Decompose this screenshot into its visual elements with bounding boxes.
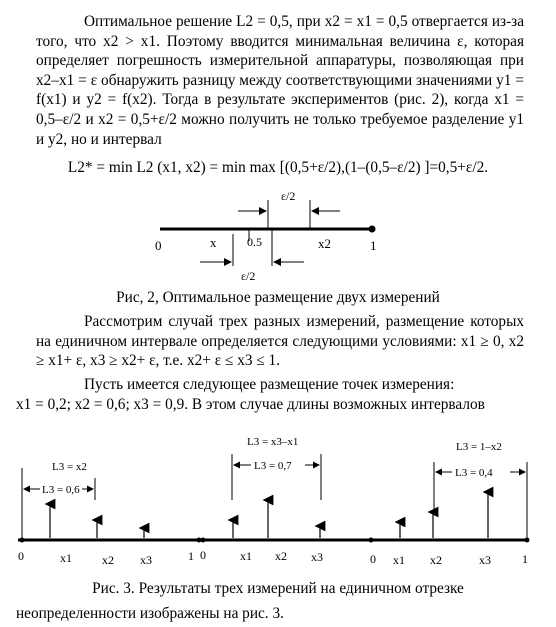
- fig3-p3-start: [369, 538, 374, 543]
- fig2-label-eps-bottom: ε/2: [241, 269, 256, 283]
- figure-3-three-measurements: [0, 432, 556, 580]
- fig2-label-zero: 0: [155, 238, 162, 253]
- fig3-p3-interval: L3 = 0,4: [455, 467, 493, 479]
- fig2-label-eps-top: ε/2: [281, 189, 296, 203]
- fig3-p1-formula: L3 = x2: [52, 461, 87, 473]
- fig3-p2-x3: x3: [311, 550, 323, 564]
- last-line-text: неопределенности изображены на рис. 3.: [16, 605, 284, 622]
- fig2-label-one: 1: [370, 238, 377, 253]
- fig3-p3-x2: x2: [430, 553, 442, 567]
- fig3-p3-x1: x1: [393, 553, 405, 567]
- paragraph-three-measurements-text: Рассмотрим случай трех разных измерений, размещение которых на единичном интервале определяется следующими условиями: x1 ≥ 0, x2 ≥ x1+ ε, x3 ≥ x2+ ε, т.е. x2+ ε ≤ x3 ≤ 1.: [36, 313, 524, 370]
- paragraph-optimal-solution-text: Оптимальное решение L2 = 0,5, при x2 = x1 = 0,5 отвергается из-за того, что x2 > x1. Поэтому вводится минимальная величина ε, которая определяет погрешность измерительной аппаратуры, позволяющая при x2–x1 = ε обнаружить разницу между соответствующими значениями y1 = f(x1) и y2 = f(x2). Тогда в результате экспериментов (рис. 2), когда x1 = 0,5–ε/2 и x2 = 0,5+ε/2 можно получить не только требуемое разделение y1 и y2, но и интервал: [36, 13, 524, 148]
- figure-2-caption: [0, 288, 556, 308]
- fig3-p1-one: 1: [188, 549, 194, 563]
- fig3-p2-zero: 0: [200, 548, 206, 562]
- formula-l2-star: [0, 158, 556, 178]
- fig3-p3-one: 1: [522, 552, 528, 566]
- paragraph-placement-line1-text: Пусть имеется следующее размещение точек измерения:: [84, 376, 455, 393]
- fig2-label-x2: x2: [318, 236, 331, 251]
- fig2-endpoint-right: [369, 226, 376, 233]
- fig3-p2-x2: x2: [275, 549, 287, 563]
- fig3-p1-interval: L3 = 0,6: [42, 484, 80, 496]
- paragraph-optimal-solution: [36, 12, 524, 149]
- fig3-p2-x1: x1: [240, 549, 252, 563]
- paragraph-placement-line2-text: x1 = 0,2; x2 = 0,6; x3 = 0,9. В этом случае длины возможных интервалов: [16, 396, 485, 413]
- fig2-label-x: x: [210, 235, 217, 250]
- paragraph-placement-line1: [36, 375, 524, 395]
- formula-l2-star-text: L2* = min L2 (x1, x2) = min max [(0,5+ε/2),(1–(0,5–ε/2) ]=0,5+ε/2.: [67, 159, 489, 176]
- fig3-p3-end: [525, 538, 530, 543]
- fig3-p1-x1: x1: [60, 551, 72, 565]
- fig3-p1-x3: x3: [140, 553, 152, 567]
- paragraph-three-measurements: [36, 312, 524, 371]
- fig3-p2-start: [201, 538, 206, 543]
- fig3-p3-formula: L3 = 1–x2: [456, 441, 502, 453]
- figure-2-caption-text: Рис, 2, Оптимальное размещение двух измерений: [116, 289, 440, 306]
- fig3-p1-x2: x2: [102, 553, 114, 567]
- fig3-p3-zero: 0: [370, 552, 376, 566]
- fig3-p1-zero: 0: [18, 549, 24, 563]
- figure-2-two-measurements: [0, 184, 556, 284]
- paragraph-placement-line2: [16, 395, 536, 415]
- figure-3-caption-text: Рис. 3. Результаты трех измерений на единичном отрезке: [92, 580, 464, 597]
- figure-3-caption: [0, 579, 556, 599]
- fig3-p3-x3: x3: [479, 553, 491, 567]
- fig3-p2-formula: L3 = x3–x1: [247, 436, 299, 448]
- last-line: [16, 604, 536, 624]
- fig2-label-half: 0.5: [247, 235, 262, 249]
- fig3-p1-end: [20, 538, 25, 543]
- fig3-p2-interval: L3 = 0,7: [254, 460, 292, 472]
